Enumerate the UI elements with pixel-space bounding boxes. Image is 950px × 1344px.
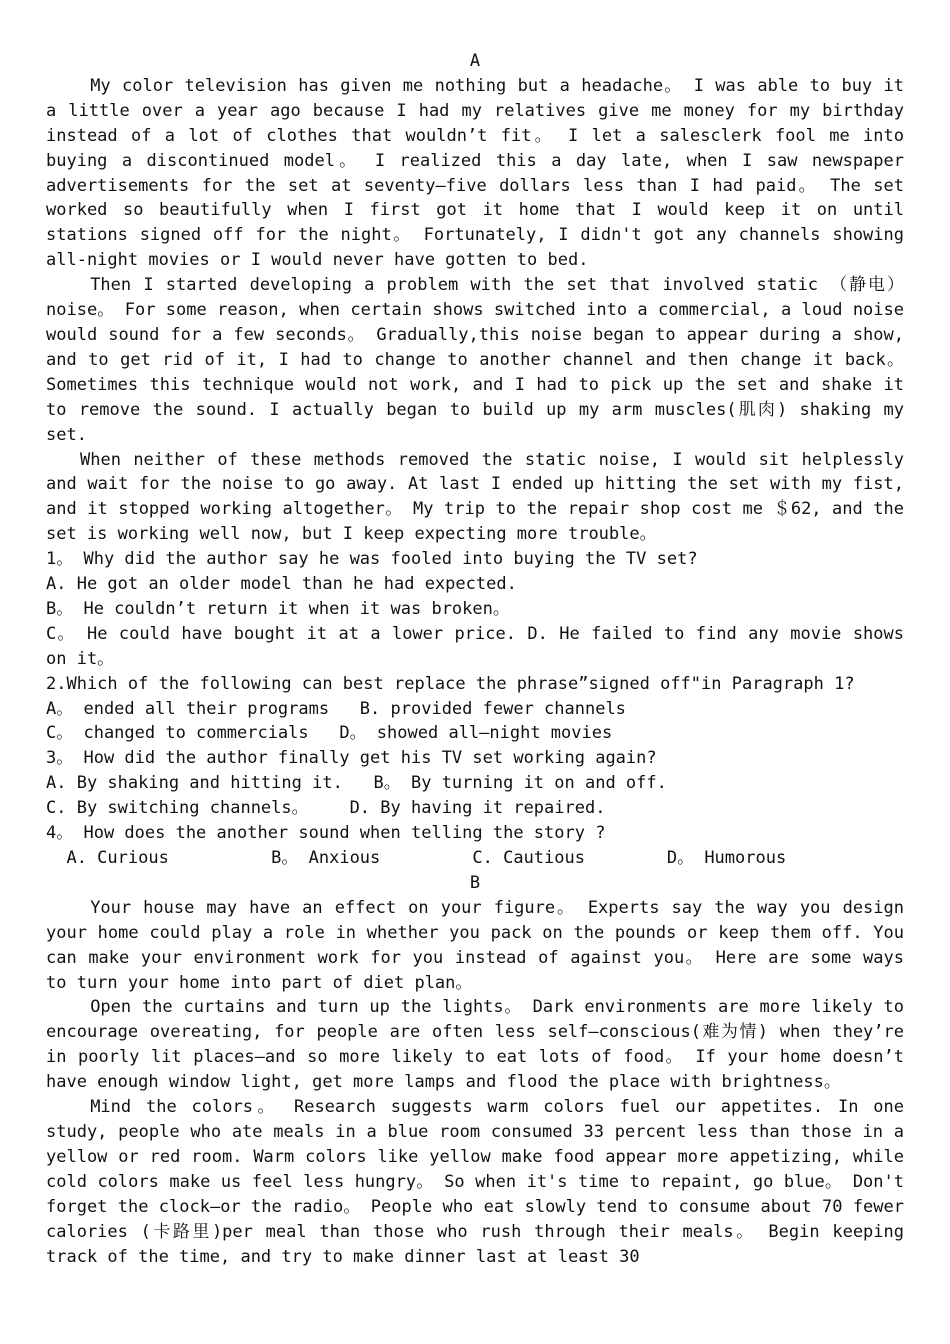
section-a-paragraph-1: My color television has given me nothing but a headache。 I was able to buy it a little over a year ago because I had my relatives give me money for my birthday instead of a lot of clothes that wouldn’t fit。 I let a salesclerk fool me into buying a discontinued model。 I realized this a day late, when I saw newspaper advertisements for the set at seventy—five dollars less than I had paid。 The set worked so beautifully when I first got it home that I would keep it on until stations signed off for the night。 Fortunately, I didn't got any channels showing all-night movies or I would never have gotten to bed.	[46, 75, 904, 271]
section-b-paragraph-3: Mind the colors。 Research suggests warm colors fuel our appetites. In one study, people who ate meals in a blue room consumed 33 percent less than those in a yellow or red room. Warm colors like yellow make food appear more appetizing, while cold colors make us feel less hungry。 So when it's time to repaint, go blue。 Don't forget the clock—or the radio。 People who eat slowly tend to consume about 70 fewer calories (卡路里)per meal than those who rush through their meals。 Begin keeping track of the time, and try to make dinner last at least 30	[46, 1097, 904, 1267]
question-2-stem: 2.Which of the following can best replace the phrase”signed off"in Paragraph 1?	[46, 673, 855, 694]
question-1	[46, 547, 904, 672]
question-3	[46, 746, 904, 821]
section-b-paragraph-2: Open the curtains and turn up the lights。 Dark environments are more likely to encourage overeating, for people are often less self—conscious(难为情) when they’re in poorly lit places—and so more likely to eat lots of food。 If your home doesn’t have enough window light, get more lamps and flood the place with brightness。	[46, 997, 904, 1093]
section-b-heading: B	[469, 872, 481, 893]
section-a-paragraph-2: Then I started developing a problem with the set that involved static （静电） noise。 For some reason, when certain shows switched into a commercial, a loud noise would sound for a few seconds。 Gradually,this noise began to appear during a show, and to get rid of it, I had to change to another channel and then change it back。 Sometimes this technique would not work, and I had to pick up the set and shake it to remove the sound. I actually began to build up my arm muscles(肌肉) shaking my set.	[46, 275, 904, 445]
question-3-stem: 3。 How did the author finally get his TV set working again?	[46, 748, 657, 769]
section-a-heading: A	[469, 51, 481, 71]
question-4-stem: 4。 How does the another sound when telling the story ?	[46, 823, 606, 844]
question-4-options: A. Curious B。 Anxious C. Cautious D。 Humorous	[46, 848, 787, 868]
question-3-option-line: A. By shaking and hitting it. B。 By turning it on and off.	[46, 773, 667, 794]
question-1-option-line: B。 He couldn’t return it when it was broken。	[46, 598, 510, 619]
section-a-paragraph-3: When neither of these methods removed the static noise, I would sit helplessly and wait for the noise to go away. At last I ended up hitting the set with my fist, and it stopped working altogether。 My trip to the repair shop cost me ＄62, and the set is working well now, but I keep expecting more trouble。	[46, 449, 904, 545]
question-1-option-line: A. He got an older model than he had expected.	[46, 574, 517, 595]
question-2	[46, 672, 904, 747]
question-1-option-line: C。 He could have bought it at a lower price. D. He failed to find any movie shows on it。	[46, 623, 904, 669]
question-2-option-line: C。 changed to commercials D。 showed all—night movies	[46, 723, 613, 744]
question-4	[46, 821, 904, 871]
question-1-stem: 1。 Why did the author say he was fooled into buying the TV set?	[46, 549, 698, 570]
section-b-paragraph-1: Your house may have an effect on your figure。 Experts say the way you design your home could play a role in whether you pack on the pounds or keep them off. You can make your environment work for you instead of against you。 Here are some ways to turn your home into part of diet plan。	[46, 897, 904, 993]
question-2-option-line: A。 ended all their programs B. provided fewer channels	[46, 698, 626, 719]
question-3-option-line: C. By switching channels。 D. By having it repaired.	[46, 798, 606, 819]
